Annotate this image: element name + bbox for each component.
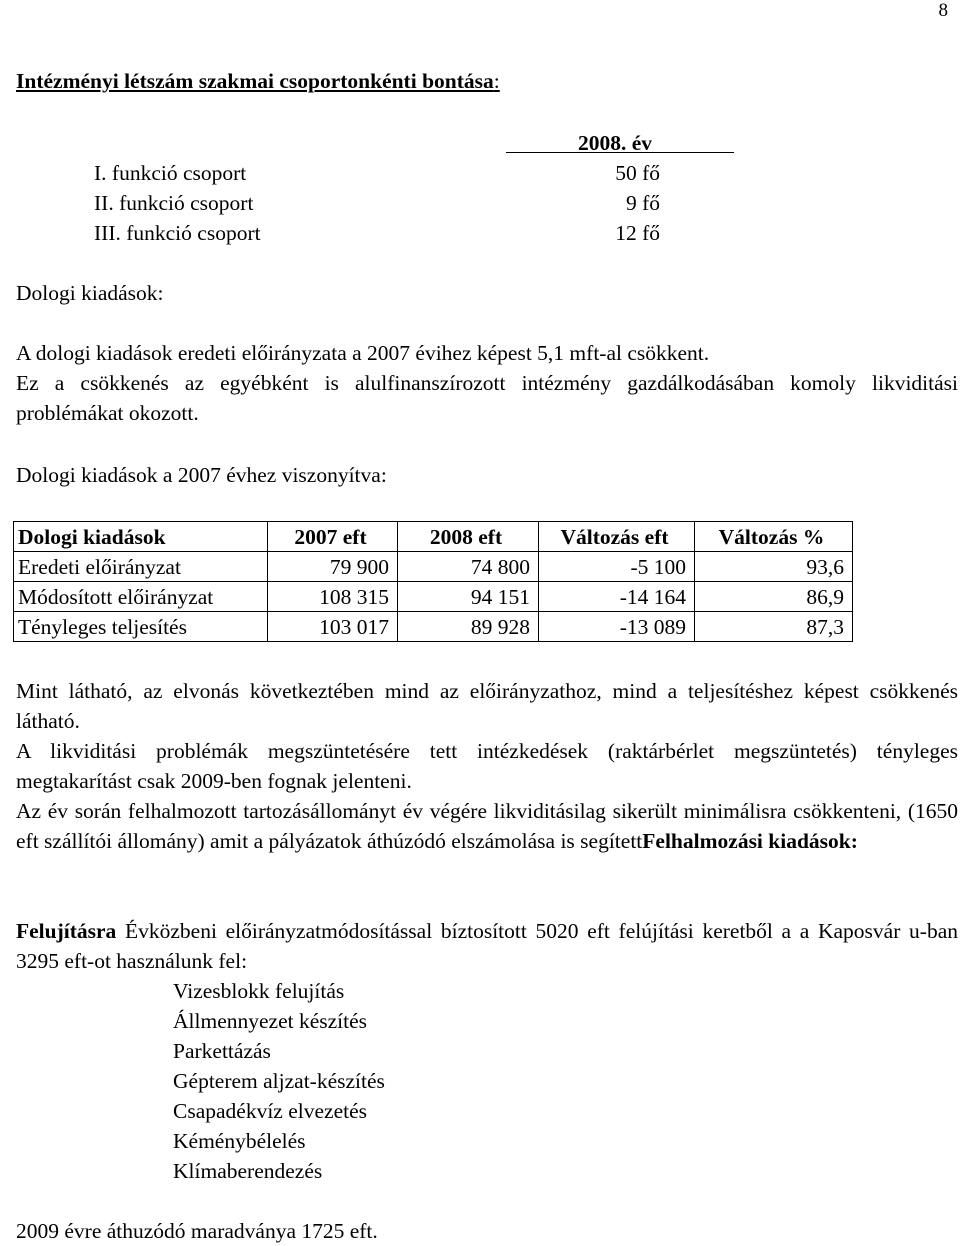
table-cell: 87,3 [695, 612, 853, 642]
table-cell: Tényleges teljesítés [14, 612, 268, 642]
paragraph-likvid: A likviditási problémák megszüntetésére tett intézkedések (raktárbérlet megszüntetés) tényleges megtakarítást csak 2009-ben fognak jelenteni. [16, 739, 958, 793]
group-value: 9 fő [625, 191, 660, 215]
year-header-underline [506, 152, 734, 153]
table-cell: 93,6 [695, 552, 853, 582]
table-cell: -13 089 [539, 612, 695, 642]
compare-heading: Dologi kiadások a 2007 évhez viszonyítva: [16, 463, 387, 487]
year-header: 2008. év [578, 131, 653, 155]
work-item: Vizesblokk felujítás [173, 979, 345, 1003]
table-cell: 108 315 [268, 582, 398, 612]
section-title-colon: : [493, 69, 500, 93]
cost-table [13, 521, 853, 642]
felujitas-bold: Felujításra [16, 919, 117, 943]
table-header-cell: 2008 eft [398, 522, 539, 552]
group-value: 50 fő [615, 161, 660, 185]
table-cell: 79 900 [268, 552, 398, 582]
page-number: 8 [938, 0, 948, 21]
table-header-cell: Változás % [695, 522, 853, 552]
table-cell: 94 151 [398, 582, 539, 612]
work-item: Állmennyezet készítés [173, 1009, 368, 1033]
remainder-line: 2009 évre áthuzódó maradványa 1725 eft. [16, 1219, 378, 1243]
paragraph-felujitas [16, 916, 958, 976]
felujitas-text: Évközbeni előirányzatmódosítással bíztosított 5020 eft felújítási keretből a a Kaposvár u-ban 3295 eft-ot használunk fel: [16, 919, 958, 973]
table-cell: 86,9 [695, 582, 853, 612]
table-cell: Módosított előirányzat [14, 582, 268, 612]
group-label: II. funkció csoport [94, 191, 254, 215]
table-cell: 74 800 [398, 552, 539, 582]
table-row [14, 552, 853, 582]
table-cell: Eredeti előirányzat [14, 552, 268, 582]
work-item: Parkettázás [173, 1039, 271, 1063]
group-label: III. funkció csoport [94, 221, 261, 245]
table-header-cell: 2007 eft [268, 522, 398, 552]
work-item: Kéménybélelés [173, 1129, 306, 1153]
table-row [14, 582, 853, 612]
work-item: Csapadékvíz elvezetés [173, 1099, 368, 1123]
dologi-paragraph-line2: Ez a csökkenés az egyébként is alulfinanszírozott intézmény gazdálkodásában komoly likviditási problémákat okozott. [16, 371, 958, 425]
paragraph-mint: Mint látható, az elvonás következtében mind az előirányzathoz, mind a teljesítéshez képest csökkenés látható. [16, 679, 958, 733]
table-cell: 103 017 [268, 612, 398, 642]
work-item: Gépterem aljzat-készítés [173, 1069, 385, 1093]
felhalmozasi-heading: Felhalmozási kiadások: [642, 829, 858, 853]
group-value: 12 fő [615, 221, 660, 245]
table-header-row [14, 522, 853, 552]
dologi-paragraph-line1: A dologi kiadások eredeti előirányzata a 2007 évihez képest 5,1 mft-al csökkent. [16, 341, 710, 365]
table-header-cell: Dologi kiadások [14, 522, 268, 552]
work-item: Klímaberendezés [173, 1159, 323, 1183]
section-title-text: Intézményi létszám szakmai csoportonkénti bontása [16, 69, 494, 93]
section-title [16, 68, 500, 94]
table-row [14, 612, 853, 642]
table-cell: -5 100 [539, 552, 695, 582]
table-header-cell: Változás eft [539, 522, 695, 552]
dologi-heading: Dologi kiadások: [16, 281, 164, 305]
paragraph-ev-text: Az év során felhalmozott tartozásállományt év végére likviditásilag sikerült minimálisra csökkenteni, (1650 eft szállítói állomány) amit a pályázatok áthúzódó elszámolása is segített [16, 799, 958, 853]
table-cell: 89 928 [398, 612, 539, 642]
table-cell: -14 164 [539, 582, 695, 612]
group-label: I. funkció csoport [94, 161, 247, 185]
paragraph-ev [16, 796, 958, 856]
